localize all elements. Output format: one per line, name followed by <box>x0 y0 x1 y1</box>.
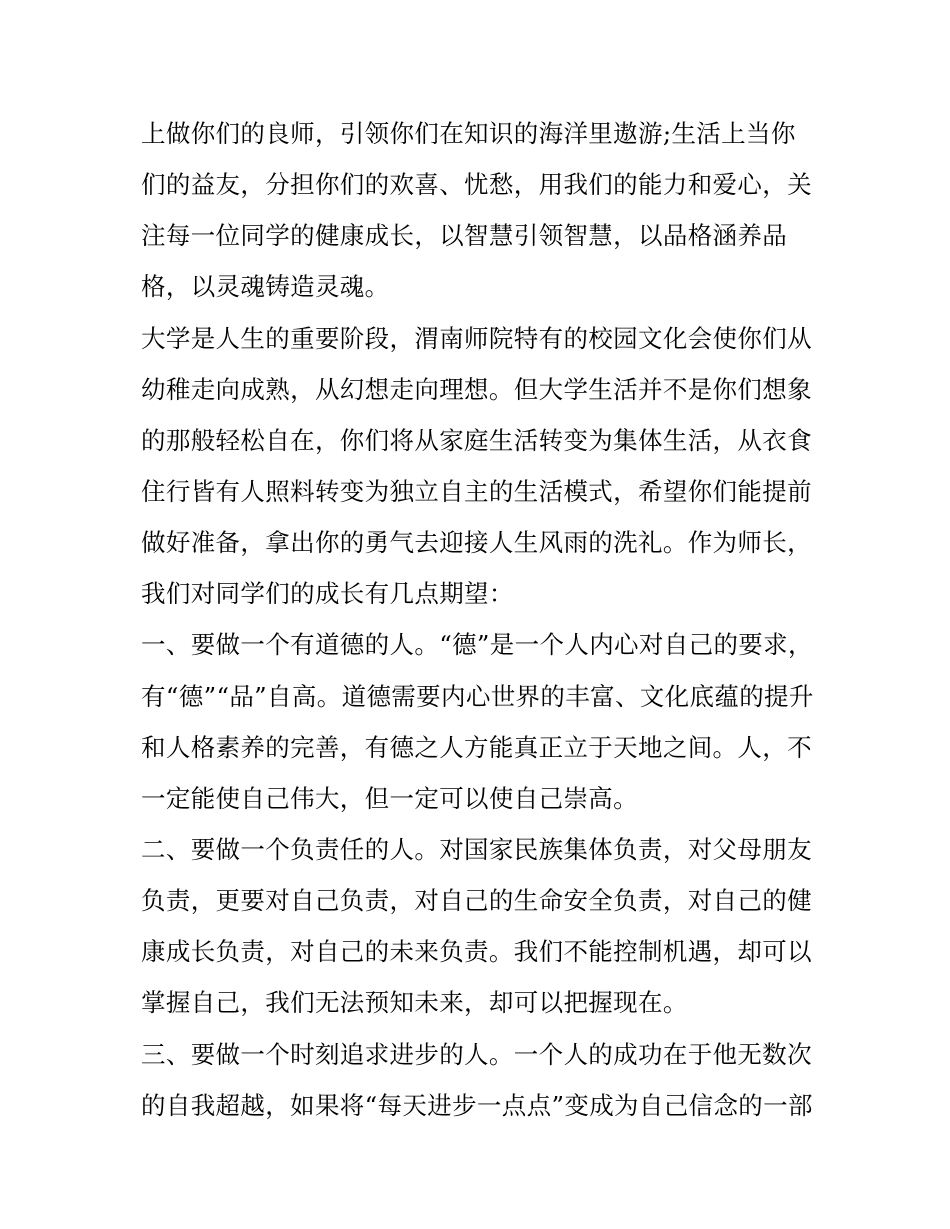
text-line: 三、要做一个时刻追求进步的人。一个人的成功在于他无数次 <box>141 1039 812 1069</box>
text-line: 有“德”“品”自高。道德需要内心世界的丰富、文化底蕴的提升 <box>141 681 814 711</box>
text-line: 做好准备，拿出你的勇气去迎接人生风雨的洗礼。作为师长， <box>141 528 812 558</box>
document-body <box>141 108 821 1131</box>
text-line: 注每一位同学的健康成长，以智慧引领智慧，以品格涵养品 <box>141 221 788 251</box>
text-line: 的自我超越，如果将“每天进步一点点”变成为自己信念的一部 <box>141 1090 813 1120</box>
text-line: 二、要做一个负责任的人。对国家民族集体负责，对父母朋友 <box>141 834 812 864</box>
text-line: 大学是人生的重要阶段，渭南师院特有的校园文化会使你们从 <box>141 323 812 353</box>
text-line: 一定能使自己伟大，但一定可以使自己崇高。 <box>141 783 638 813</box>
text-line: 一、要做一个有道德的人。“德”是一个人内心对自己的要求， <box>141 630 813 660</box>
text-line: 康成长负责，对自己的未来负责。我们不能控制机遇，却可以 <box>141 937 812 967</box>
text-line: 的那般轻松自在，你们将从家庭生活转变为集体生活，从衣食 <box>141 425 812 455</box>
text-line: 上做你们的良师，引领你们在知识的海洋里遨游;生活上当你 <box>141 119 796 148</box>
text-line: 掌握自己，我们无法预知未来，却可以把握现在。 <box>141 988 688 1018</box>
text-line: 我们对同学们的成长有几点期望： <box>141 579 514 609</box>
text-line: 格，以灵魂铸造灵魂。 <box>141 272 390 302</box>
text-line: 幼稚走向成熟，从幻想走向理想。但大学生活并不是你们想象 <box>141 374 812 404</box>
text-line: 们的益友，分担你们的欢喜、忧愁，用我们的能力和爱心，关 <box>141 170 812 200</box>
text-line: 住行皆有人照料转变为独立自主的生活模式，希望你们能提前 <box>141 476 812 506</box>
text-line: 和人格素养的完善，有德之人方能真正立于天地之间。人，不 <box>141 732 812 762</box>
text-line: 负责，更要对自己负责，对自己的生命安全负责，对自己的健 <box>141 886 812 916</box>
